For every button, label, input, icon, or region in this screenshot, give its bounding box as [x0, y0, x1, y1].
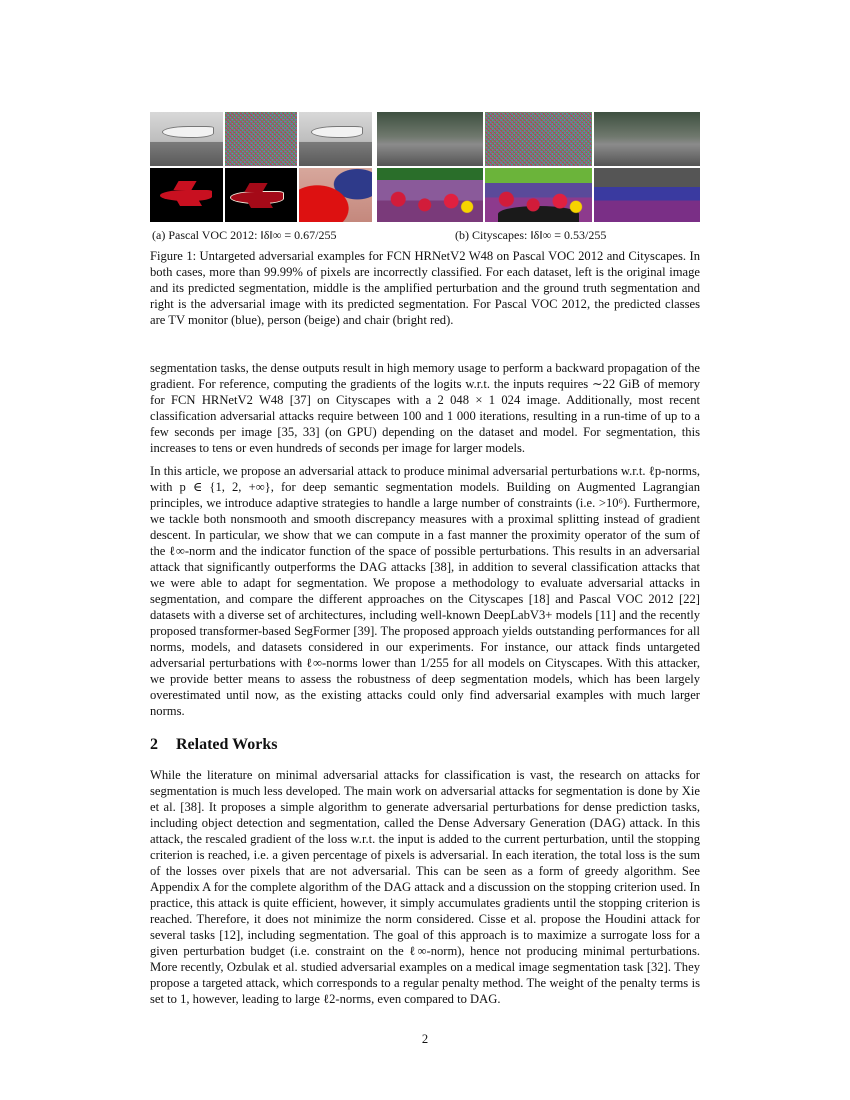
voc-perturbation-image	[225, 112, 298, 166]
voc-adversarial-image	[299, 112, 372, 166]
voc-original-segmentation	[150, 168, 223, 222]
paragraph: segmentation tasks, the dense outputs result in high memory usage to perform a backward propagation of the gradient. For reference, computing the gradients of the logits w.r.t. the inputs requires ∼22 GiB of memory for FCN HRNetV2 W48 [37] on Cityscapes with a 2 048 × 1 024 image. Additionally, most recent classification adversarial attacks require between 100 and 1 000 iterations, resulting in a run-time of up to a few seconds per image [35, 33] (on GPU) depending on the dataset and model. For segmentation, this increases to tens or even hundreds of seconds per image for larger models.	[150, 361, 700, 455]
city-adversarial-segmentation	[594, 168, 700, 222]
figure-1	[150, 110, 700, 327]
subcaption-a: (a) Pascal VOC 2012: ‖δ‖∞ = 0.67/255	[152, 228, 337, 242]
city-original-image	[377, 112, 483, 166]
city-ground-truth-segmentation	[485, 168, 591, 222]
section-title: Related Works	[176, 736, 278, 753]
voc-adversarial-segmentation	[299, 168, 372, 222]
figure-caption: Figure 1: Untargeted adversarial examples for FCN HRNetV2 W48 on Pascal VOC 2012 and Cityscapes. In both cases, more than 99.99% of pixels are incorrectly classified. For each dataset, left is the original image and its predicted segmentation, middle is the amplified perturbation and the ground truth segmentation and right is the adversarial image with its predicted segmentation. For Pascal VOC 2012, the predicted classes are TV monitor (blue), person (beige) and chair (bright red).	[150, 249, 700, 327]
city-adversarial-image	[594, 112, 700, 166]
page-number: 2	[421, 1032, 429, 1046]
voc-ground-truth-segmentation	[225, 168, 298, 222]
subcaption-b: (b) Cityscapes: ‖δ‖∞ = 0.53/255	[455, 228, 607, 242]
paragraph: In this article, we propose an adversarial attack to produce minimal adversarial perturbations w.r.t. ℓp-norms, with p ∈ {1, 2, +∞}, for deep semantic segmentation models. Building on Augmented Lagrangian principles, we introduce adaptive strategies to handle a large number of constraints (i.e. >10⁶). Furthermore, we tackle both nonsmooth and smooth discrepancy measures with a proximal splitting instead of gradient descent. In particular, we show that we can compute in a fast manner the proximity operator of the sum of the ℓ∞-norm and the indicator function of the space of possible perturbations. This results in an adversarial attack that significantly outperforms the DAG attacks [38], in addition to several classification attacks that we were able to adapt for segmentation. We propose a methodology to evaluate adversarial attacks in segmentation, and compare the different approaches on the Cityscapes [18] and Pascal VOC 2012 [22] datasets with a diverse set of architectures, including well-known DeepLabV3+ models [11] and the recently proposed transformer-based SegFormer [39]. The proposed approach yields outstanding performances for all norms, models, and datasets considered in our experiments. For instance, our attack finds untargeted adversarial perturbations with ℓ∞-norms lower than 1/255 for all models on Cityscapes. With this attacker, we provide better means to assess the robustness of deep segmentation models, which has been largely overestimated until now, as the existing attacks could only find adversarial examples with much larger norms.	[150, 464, 700, 718]
voc-original-image	[150, 112, 223, 166]
body-text	[150, 360, 700, 1014]
section-number: 2	[150, 736, 158, 753]
section-heading	[150, 737, 700, 753]
subfigure-pascal-voc	[150, 112, 372, 222]
subfigure-cityscapes	[377, 112, 700, 222]
city-perturbation-image	[485, 112, 591, 166]
city-original-segmentation	[377, 168, 483, 222]
paragraph: While the literature on minimal adversarial attacks for classification is vast, the research on attacks for segmentation is much less developed. The main work on adversarial attacks for segmentation is done by Xie et al. [38]. It proposes a simple algorithm to generate adversarial perturbations for dense prediction tasks, including object detection and segmentation, called the Dense Adversary Generation (DAG) attack. In this attack, the rescaled gradient of the loss w.r.t. the input is added to the current perturbation, until the stopping criterion is reached, i.e. a given percentage of pixels is adversarial. In each iteration, the total loss is the sum of the losses over pixels that are not adversarial. This can be seen as a form of greedy algorithm. See Appendix A for the complete algorithm of the DAG attack and a discussion on the stopping criterion used. In practice, this attack is quite efficient, however, it simply accumulates gradients until the stopping criterion is reached. Therefore, it does not minimize the norm considered. Cisse et al. propose the Houdini attack for several tasks [12], including segmentation. The goal of this approach is to maximize a surrogate loss for a given perturbation budget (i.e. constraint on the ℓ∞-norm), hence not producing minimal perturbations. More recently, Ozbulak et al. studied adversarial examples on a medical image segmentation task [32]. They propose a targeted attack, which corresponds to a regular penalty method. The weight of the penalty terms is set to 1, however, leading to large ℓ2-norms, even compared to DAG.	[150, 768, 700, 1006]
paper-page	[150, 110, 700, 1006]
